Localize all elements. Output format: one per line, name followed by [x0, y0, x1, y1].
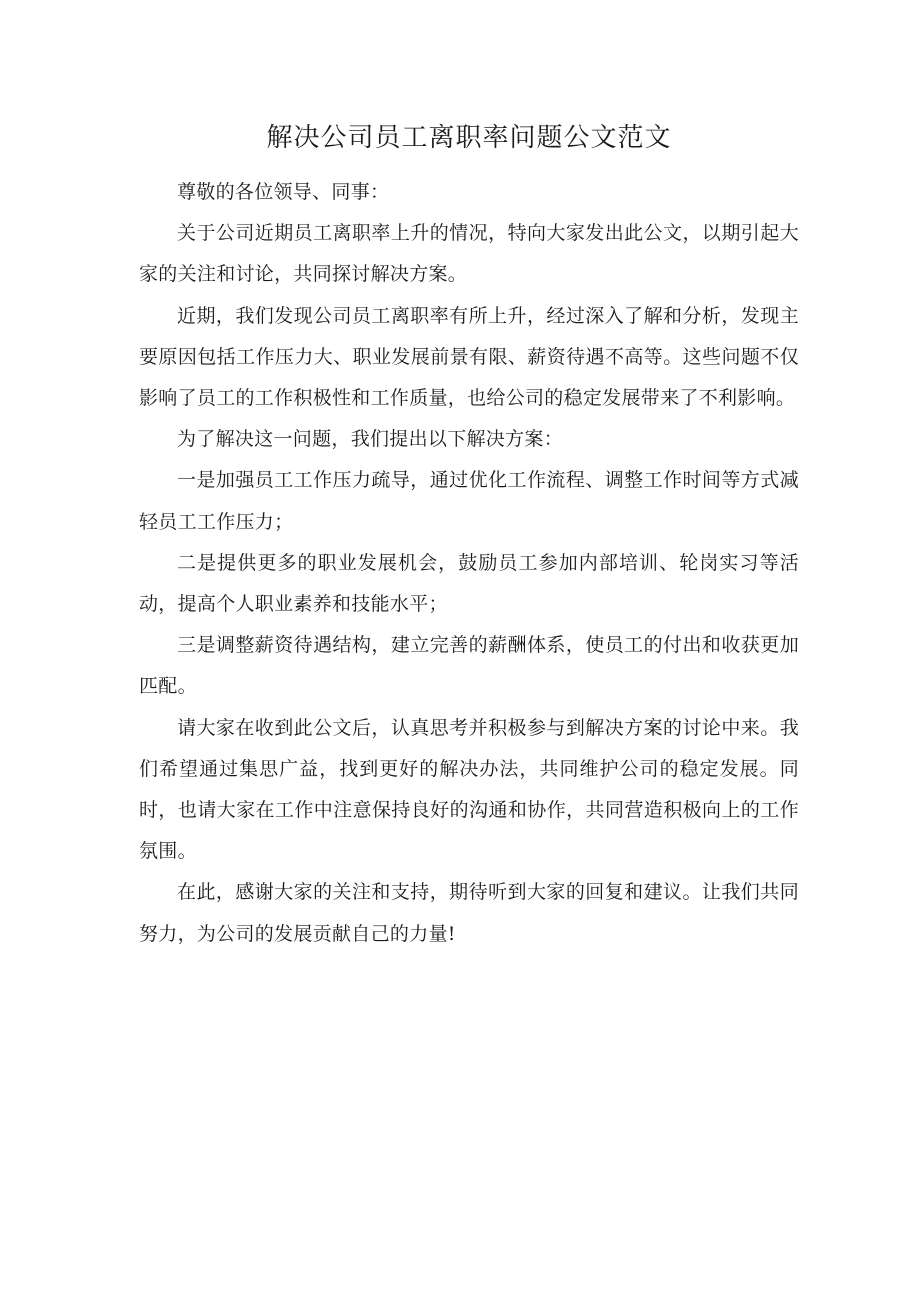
document-title: 解决公司员工离职率问题公文范文 [266, 123, 672, 153]
document-body [139, 118, 799, 955]
paragraph-closing: 在此，感谢大家的关注和支持，期待听到大家的回复和建议。让我们共同努力，为公司的发展贡献自己的力量! [139, 881, 799, 945]
paragraph-solution-three: 三是调整薪资待遇结构，建立完善的薪酬体系，使员工的付出和收获更加匹配。 [139, 634, 799, 698]
paragraph-solution-one: 一是加强员工工作压力疏导，通过优化工作流程、调整工作时间等方式减轻员工工作压力； [139, 469, 799, 533]
paragraph-solution-two: 二是提供更多的职业发展机会，鼓励员工参加内部培训、轮岗实习等活动，提高个人职业素养和技能水平； [139, 551, 799, 616]
paragraph-solutions-lead: 为了解决这一问题，我们提出以下解决方案： [177, 428, 564, 451]
paragraph-request: 请大家在收到此公文后，认真思考并积极参与到解决方案的讨论中来。我们希望通过集思广益，找到更好的解决办法，共同维护公司的稳定发展。同时，也请大家在工作中注意保持良好的沟通和协作，共同营造积极向上的工作氛围。 [139, 716, 799, 863]
salutation: 尊敬的各位领导、同事： [177, 181, 390, 203]
paragraph-analysis: 近期，我们发现公司员工离职率有所上升，经过深入了解和分析，发现主要原因包括工作压力大、职业发展前景有限、薪资待遇不高等。这些问题不仅影响了员工的工作积极性和工作质量，也给公司的稳定发展带来了不利影响。 [139, 304, 799, 410]
paragraph-intro: 关于公司近期员工离职率上升的情况，特向大家发出此公文，以期引起大家的关注和讨论，共同探讨解决方案。 [139, 222, 799, 286]
